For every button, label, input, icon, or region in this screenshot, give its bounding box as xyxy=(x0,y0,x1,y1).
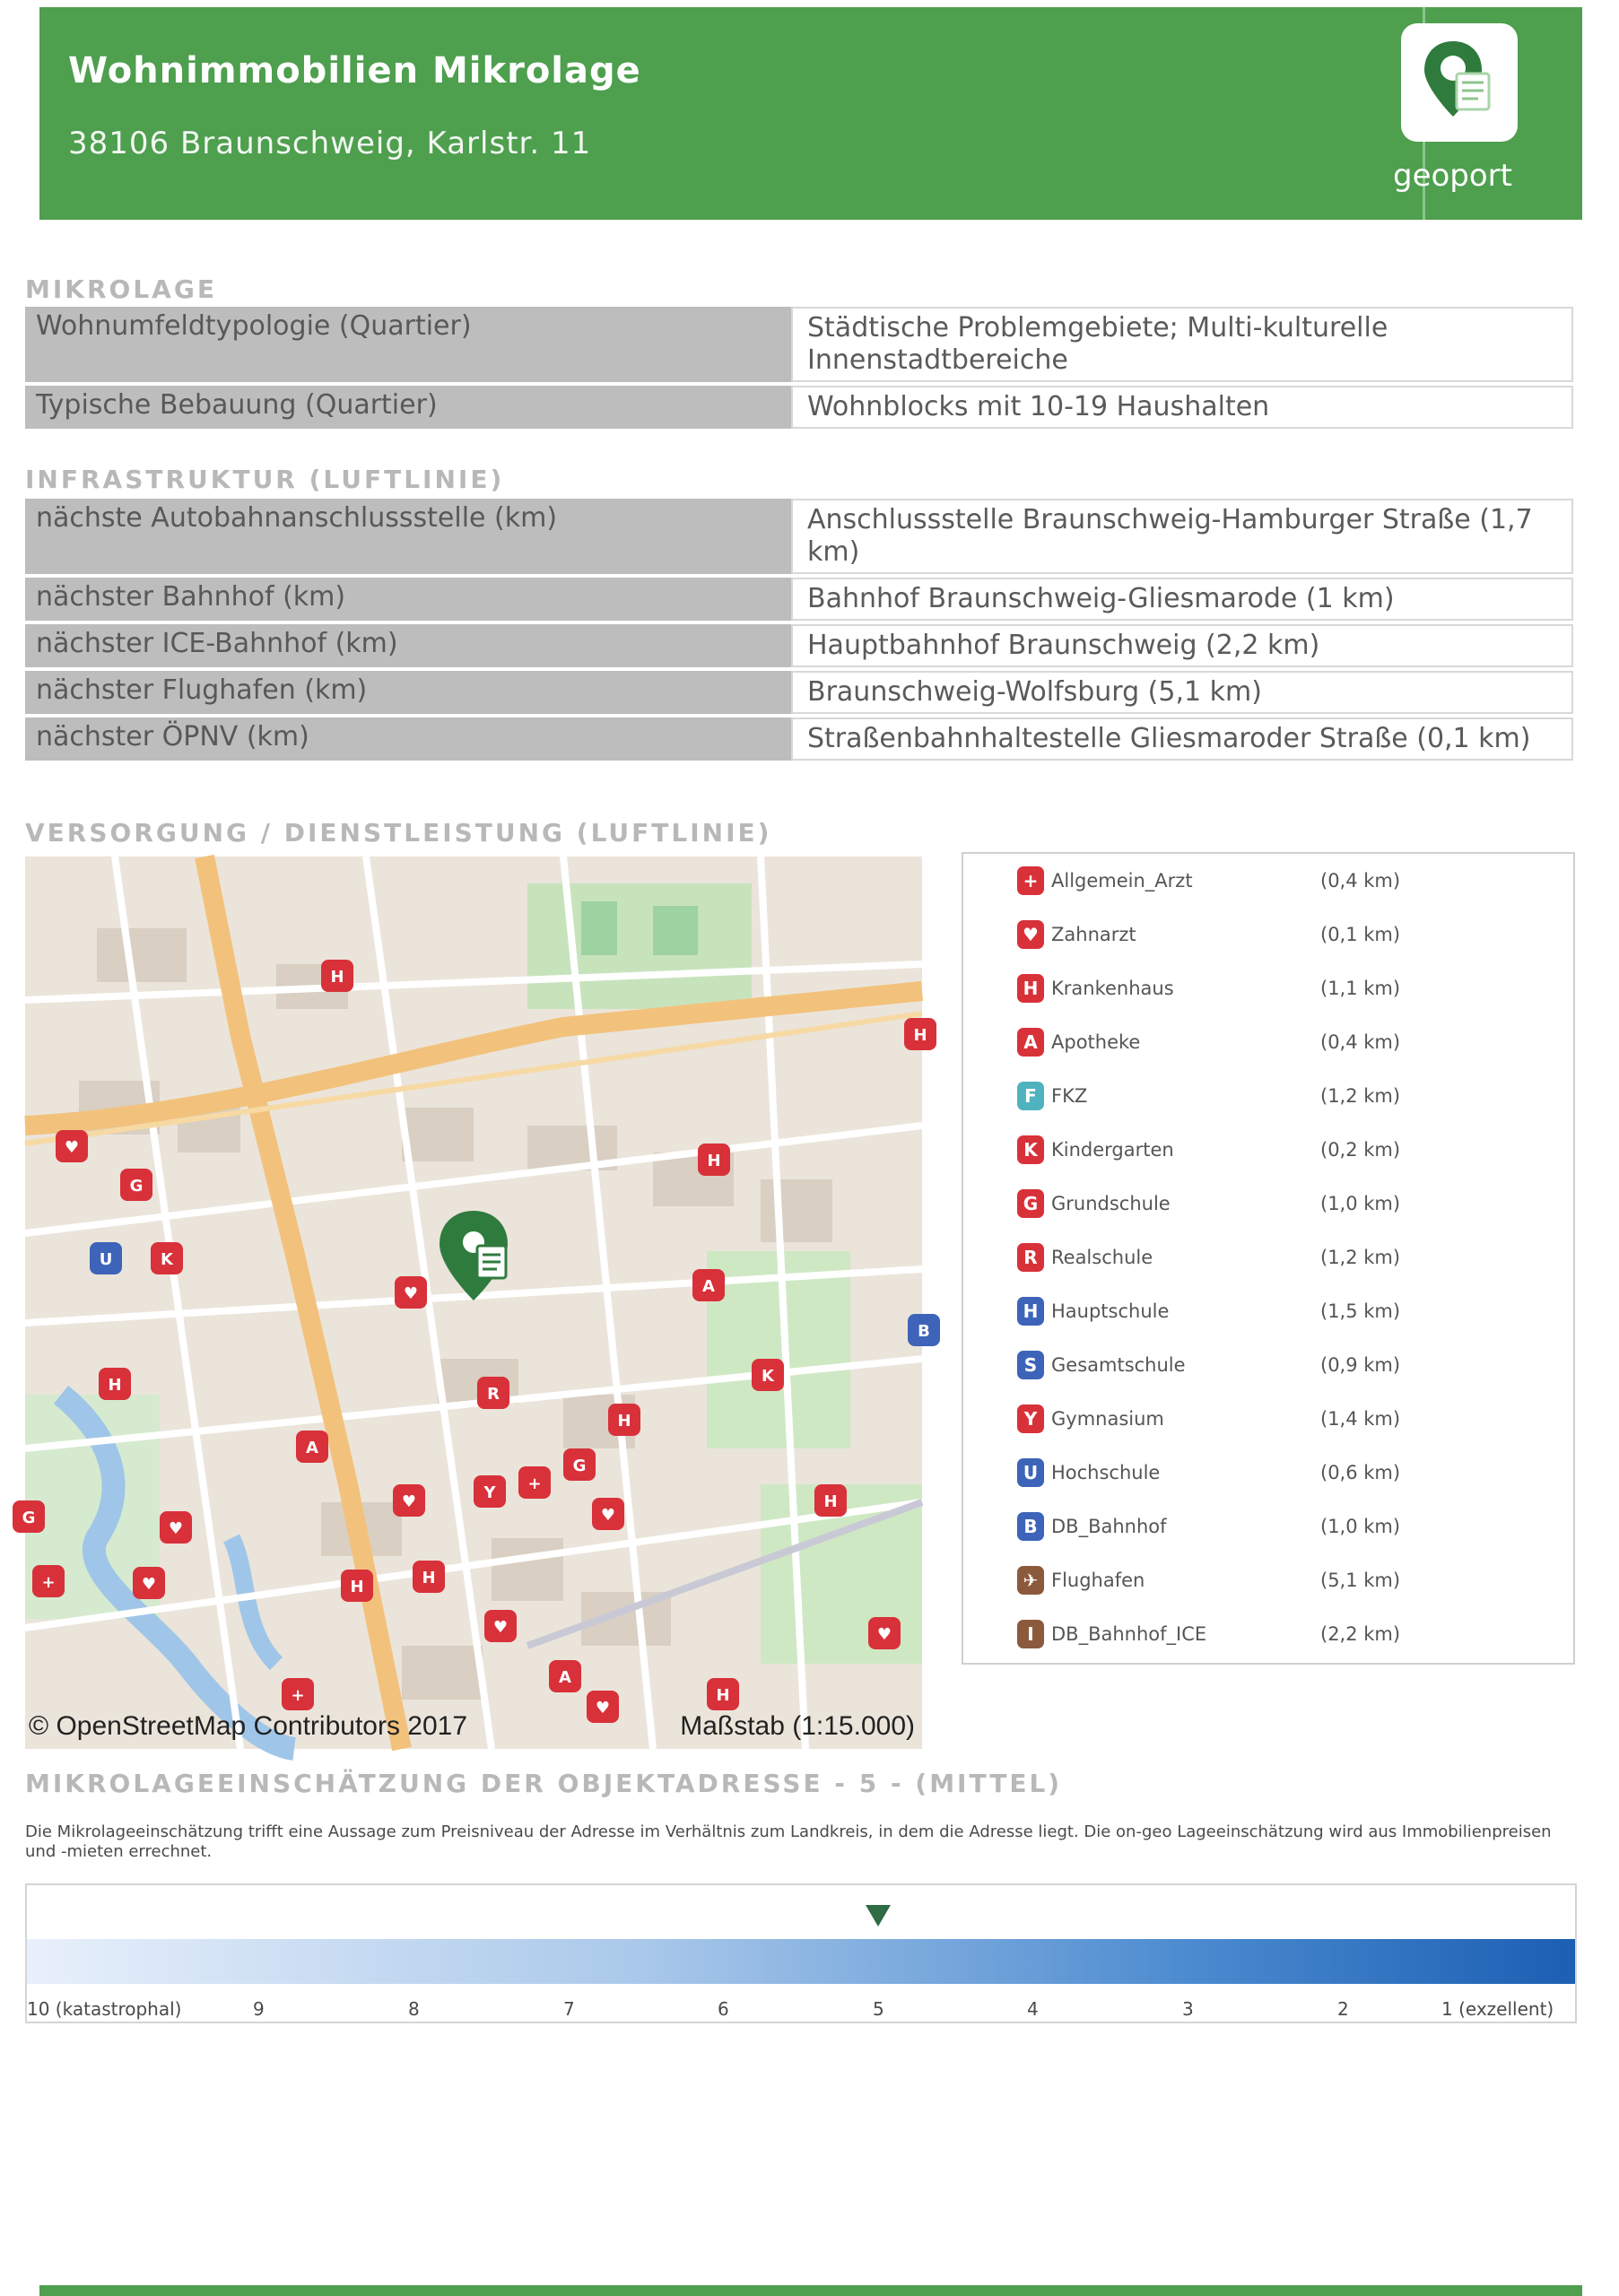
legend-label: Realschule xyxy=(1051,1247,1153,1268)
legend-distance: (1,4 km) xyxy=(1320,1408,1401,1430)
legend-item xyxy=(1017,1080,1555,1116)
svg-text:K: K xyxy=(762,1367,774,1386)
svg-text:H: H xyxy=(617,1412,631,1431)
row-label: nächster ICE-Bahnhof (km) xyxy=(25,624,791,667)
section-title-einschaetzung: MIKROLAGEEINSCHÄTZUNG DER OBJEKTADRESSE - 5 - (MITTEL) xyxy=(25,1769,1063,1798)
legend-distance: (1,5 km) xyxy=(1320,1300,1401,1322)
poi-marker-icon xyxy=(120,1169,152,1201)
legend-label: Allgemein_Arzt xyxy=(1051,870,1193,891)
legend-item xyxy=(1017,1457,1555,1492)
svg-text:G: G xyxy=(22,1509,36,1527)
legend-item xyxy=(1017,1403,1555,1439)
poi-marker-icon xyxy=(698,1144,730,1176)
map[interactable] xyxy=(22,857,930,1749)
row-label: nächster Flughafen (km) xyxy=(25,671,791,714)
poi-legend xyxy=(962,852,1575,1665)
poi-marker-icon xyxy=(592,1498,624,1530)
poi-marker-icon xyxy=(282,1678,314,1710)
svg-text:♥: ♥ xyxy=(595,1699,611,1718)
grundschule-icon: G xyxy=(1017,1189,1044,1218)
table-row xyxy=(25,718,1573,761)
table-row xyxy=(25,499,1573,574)
legend-label: Kindergarten xyxy=(1051,1139,1174,1161)
legend-item xyxy=(1017,865,1555,900)
table-row xyxy=(25,624,1573,667)
row-value: Wohnblocks mit 10-19 Haushalten xyxy=(791,386,1573,429)
poi-marker-icon xyxy=(868,1617,901,1649)
legend-item xyxy=(1017,1134,1555,1170)
gesamtschule-icon: S xyxy=(1017,1351,1044,1379)
scale-label: 7 xyxy=(563,1998,575,2020)
legend-item xyxy=(1017,1026,1555,1062)
svg-text:♥: ♥ xyxy=(492,1618,509,1637)
apotheke-icon: A xyxy=(1017,1028,1044,1057)
svg-text:U: U xyxy=(99,1250,113,1269)
svg-text:H: H xyxy=(823,1492,838,1511)
row-label: nächste Autobahnanschlussstelle (km) xyxy=(25,499,791,574)
poi-marker-icon xyxy=(160,1511,192,1544)
legend-distance: (1,0 km) xyxy=(1320,1193,1401,1214)
legend-item xyxy=(1017,1510,1555,1546)
svg-text:G: G xyxy=(129,1177,144,1196)
legend-label: DB_Bahnhof_ICE xyxy=(1051,1623,1207,1645)
svg-text:H: H xyxy=(350,1578,364,1596)
legend-distance: (0,6 km) xyxy=(1320,1462,1401,1483)
poi-marker-icon xyxy=(321,960,353,992)
poi-marker-icon xyxy=(707,1678,739,1710)
poi-marker-icon xyxy=(296,1431,328,1463)
scale-label: 8 xyxy=(408,1998,420,2020)
row-value: Anschlussstelle Braunschweig-Hamburger Straße (1,7 km) xyxy=(791,499,1573,574)
legend-distance: (1,0 km) xyxy=(1320,1516,1401,1537)
realschule-icon: R xyxy=(1017,1243,1044,1272)
row-value: Städtische Problemgebiete; Multi-kulturelle Innenstadtbereiche xyxy=(791,307,1573,382)
legend-item xyxy=(1017,1618,1555,1654)
legend-item xyxy=(1017,1349,1555,1385)
svg-text:G: G xyxy=(572,1457,587,1475)
poi-marker-icon xyxy=(908,1314,940,1346)
legend-distance: (0,4 km) xyxy=(1320,1031,1401,1053)
poi-marker-icon xyxy=(32,1565,65,1597)
row-value: Bahnhof Braunschweig-Gliesmarode (1 km) xyxy=(791,578,1573,621)
table-row xyxy=(25,307,1573,382)
poi-marker-icon xyxy=(13,1500,45,1533)
row-value: Braunschweig-Wolfsburg (5,1 km) xyxy=(791,671,1573,714)
einschaetzung-description: Die Mikrolageeinschätzung trifft eine Aussage zum Preisniveau der Adresse im Verhältnis zum Landkreis, in dem die Adresse liegt. Die on-geo Lageeinschätzung wird aus Immobilienpreisen und -mieten errechnet. xyxy=(25,1822,1552,1861)
legend-item xyxy=(1017,1295,1555,1331)
svg-text:H: H xyxy=(716,1686,730,1705)
scale-label: 4 xyxy=(1027,1998,1039,2020)
legend-distance: (0,2 km) xyxy=(1320,1139,1401,1161)
rating-scale xyxy=(25,1883,1577,2023)
svg-text:♥: ♥ xyxy=(168,1519,184,1538)
scale-label: 6 xyxy=(718,1998,729,2020)
poi-marker-icon xyxy=(99,1368,131,1400)
section-title-versorgung: VERSORGUNG / DIENSTLEISTUNG (LUFTLINIE) xyxy=(25,818,772,848)
legend-distance: (5,1 km) xyxy=(1320,1570,1401,1591)
map-credit: © OpenStreetMap Contributors 2017 xyxy=(29,1711,468,1741)
infrastruktur-table xyxy=(25,495,1573,764)
scale-label: 1 (exzellent) xyxy=(1441,1998,1554,2020)
legend-distance: (0,4 km) xyxy=(1320,870,1401,891)
svg-text:B: B xyxy=(918,1322,930,1341)
svg-text:♥: ♥ xyxy=(403,1284,419,1303)
poi-marker-icon xyxy=(90,1242,122,1274)
poi-marker-icon xyxy=(549,1660,581,1692)
table-row xyxy=(25,671,1573,714)
poi-marker-icon xyxy=(151,1242,183,1274)
scale-label: 5 xyxy=(873,1998,884,2020)
db-bahnhof-icon: B xyxy=(1017,1512,1044,1541)
svg-text:♥: ♥ xyxy=(876,1625,892,1644)
legend-distance: (1,2 km) xyxy=(1320,1085,1401,1107)
map-background xyxy=(22,857,930,1749)
svg-text:♥: ♥ xyxy=(401,1492,417,1511)
poi-marker-icon xyxy=(56,1130,88,1162)
svg-text:K: K xyxy=(161,1250,173,1269)
svg-text:A: A xyxy=(559,1668,571,1687)
legend-item xyxy=(1017,1564,1555,1600)
poi-marker-icon xyxy=(474,1475,506,1508)
legend-distance: (1,2 km) xyxy=(1320,1247,1401,1268)
poi-marker-icon xyxy=(814,1484,847,1517)
svg-text:Y: Y xyxy=(483,1483,496,1502)
svg-text:♥: ♥ xyxy=(141,1575,157,1594)
legend-label: FKZ xyxy=(1051,1085,1088,1107)
poi-marker-icon xyxy=(608,1404,640,1436)
legend-distance: (1,1 km) xyxy=(1320,978,1401,999)
legend-item xyxy=(1017,972,1555,1008)
zahnarzt-icon: ♥ xyxy=(1017,920,1044,949)
scale-label: 9 xyxy=(253,1998,265,2020)
mikrolage-table xyxy=(25,303,1573,432)
legend-label: DB_Bahnhof xyxy=(1051,1516,1167,1537)
legend-item xyxy=(1017,1187,1555,1223)
footer-bar xyxy=(39,2285,1582,2296)
poi-marker-icon xyxy=(904,1018,936,1050)
legend-item xyxy=(1017,1241,1555,1277)
svg-text:R: R xyxy=(487,1385,500,1404)
svg-text:+: + xyxy=(291,1686,305,1705)
row-value: Straßenbahnhaltestelle Gliesmaroder Straße (0,1 km) xyxy=(791,718,1573,761)
row-label: nächster Bahnhof (km) xyxy=(25,578,791,621)
poi-marker-icon xyxy=(587,1691,619,1723)
legend-distance: (0,1 km) xyxy=(1320,924,1401,945)
legend-label: Grundschule xyxy=(1051,1193,1171,1214)
legend-label: Gymnasium xyxy=(1051,1408,1164,1430)
row-label: Wohnumfeldtypologie (Quartier) xyxy=(25,307,791,382)
legend-distance: (0,9 km) xyxy=(1320,1354,1401,1376)
report-title: Wohnimmobilien Mikrolage xyxy=(68,50,641,91)
hochschule-icon: U xyxy=(1017,1458,1044,1487)
legend-item xyxy=(1017,918,1555,954)
legend-label: Zahnarzt xyxy=(1051,924,1136,945)
map-scale: Maßstab (1:15.000) xyxy=(680,1711,915,1741)
scale-label: 3 xyxy=(1182,1998,1194,2020)
legend-label: Apotheke xyxy=(1051,1031,1141,1053)
poi-marker-icon xyxy=(692,1269,725,1301)
gymnasium-icon: Y xyxy=(1017,1405,1044,1433)
legend-distance: (2,2 km) xyxy=(1320,1623,1401,1645)
table-row xyxy=(25,578,1573,621)
scale-label: 2 xyxy=(1337,1998,1349,2020)
section-title-mikrolage: MIKROLAGE xyxy=(25,274,217,304)
svg-text:♥: ♥ xyxy=(600,1506,616,1525)
geoport-logo-icon xyxy=(1401,23,1518,142)
report-header xyxy=(39,7,1582,220)
legend-label: Hauptschule xyxy=(1051,1300,1170,1322)
allgemein-arzt-icon: + xyxy=(1017,866,1044,895)
poi-marker-icon xyxy=(484,1610,517,1642)
svg-text:A: A xyxy=(306,1439,318,1457)
poi-marker-icon xyxy=(341,1570,373,1602)
poi-marker-icon xyxy=(563,1448,596,1481)
scale-label: 10 (katastrophal) xyxy=(27,1998,182,2020)
poi-marker-icon xyxy=(518,1466,551,1499)
row-label: Typische Bebauung (Quartier) xyxy=(25,386,791,429)
svg-text:H: H xyxy=(422,1569,436,1587)
svg-text:H: H xyxy=(707,1152,721,1170)
poi-marker-icon xyxy=(752,1359,784,1391)
svg-text:+: + xyxy=(41,1573,56,1592)
rating-gradient-bar xyxy=(27,1939,1575,1984)
poi-marker-icon xyxy=(477,1377,509,1409)
table-row xyxy=(25,386,1573,429)
poi-marker-icon xyxy=(133,1567,165,1599)
poi-marker-icon xyxy=(413,1561,445,1593)
row-value: Hauptbahnhof Braunschweig (2,2 km) xyxy=(791,624,1573,667)
logo-text: geoport xyxy=(1393,158,1512,194)
hauptschule-icon: H xyxy=(1017,1297,1044,1326)
legend-label: Gesamtschule xyxy=(1051,1354,1186,1376)
db-bahnhof-ice-icon: I xyxy=(1017,1620,1044,1648)
svg-text:+: + xyxy=(527,1474,542,1493)
poi-marker-icon xyxy=(393,1484,425,1517)
row-label: nächster ÖPNV (km) xyxy=(25,718,791,761)
legend-label: Flughafen xyxy=(1051,1570,1145,1591)
svg-text:A: A xyxy=(702,1277,715,1296)
kindergarten-icon: K xyxy=(1017,1135,1044,1164)
section-title-infrastruktur: INFRASTRUKTUR (LUFTLINIE) xyxy=(25,465,505,494)
report-address: 38106 Braunschweig, Karlstr. 11 xyxy=(68,126,592,161)
svg-text:H: H xyxy=(108,1376,122,1395)
svg-text:H: H xyxy=(330,968,344,987)
krankenhaus-icon: H xyxy=(1017,974,1044,1003)
legend-label: Krankenhaus xyxy=(1051,978,1174,999)
flughafen-icon: ✈ xyxy=(1017,1566,1044,1595)
fkz-icon: F xyxy=(1017,1082,1044,1110)
rating-marker-icon xyxy=(866,1905,891,1926)
poi-marker-icon xyxy=(395,1276,427,1309)
legend-label: Hochschule xyxy=(1051,1462,1161,1483)
svg-text:♥: ♥ xyxy=(64,1138,80,1157)
svg-text:H: H xyxy=(913,1026,927,1045)
